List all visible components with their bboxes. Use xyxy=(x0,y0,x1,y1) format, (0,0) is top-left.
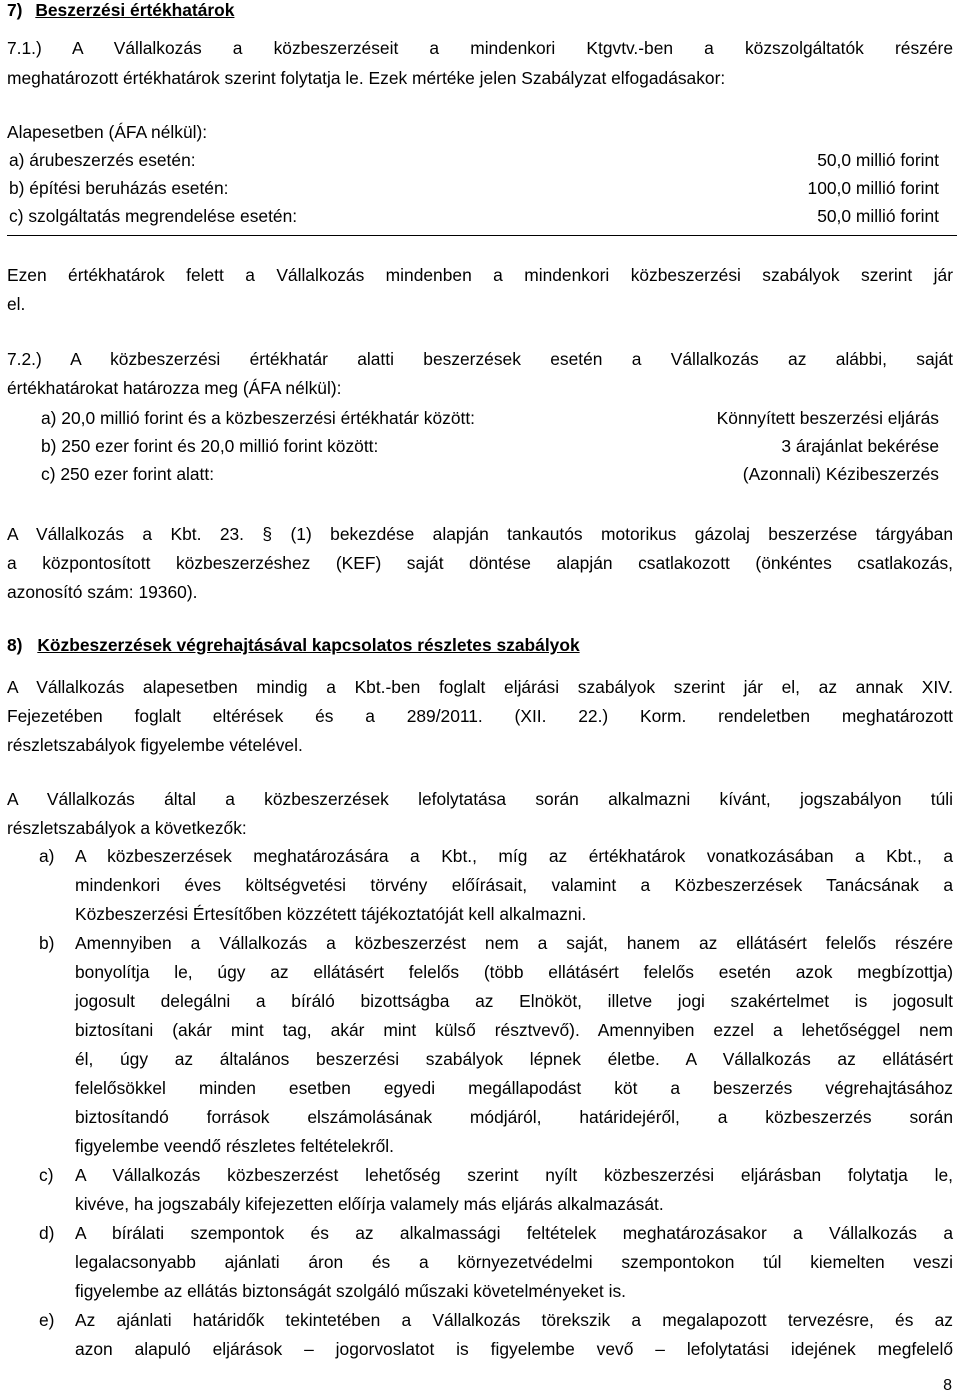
list-item-line: figyelembe az ellátás biztonságát szolgáló műszaki követelményeket is. xyxy=(75,1281,626,1301)
list-item-line: Az ajánlati határidők tekintetében a Vállalkozás törekszik a megalapozott tervezésre, és az xyxy=(75,1310,953,1330)
own-threshold-label: a) 20,0 millió forint és a közbeszerzési értékhatár között: xyxy=(41,408,475,428)
own-threshold-value: 3 árajánlat bekérése xyxy=(781,436,939,456)
paragraph-line: A Vállalkozás által a közbeszerzések lefolytatása során alkalmazni kívánt, jogszabályon túli xyxy=(7,789,953,809)
list-item-line: azon alapuló eljárások – jogorvoslatot is figyelembe vevő – lefolytatási idejének megfelelő xyxy=(75,1339,953,1359)
list-item xyxy=(39,1161,953,1219)
paragraph-line: 7.1.) A Vállalkozás a közbeszerzéseit a mindenkori Ktgvtv.-ben a közszolgáltatók részére xyxy=(7,38,953,58)
own-thresholds-list xyxy=(7,404,953,488)
own-threshold-row xyxy=(7,432,953,460)
threshold-label: c) szolgáltatás megrendelése esetén: xyxy=(9,206,298,226)
paragraph-line: részletszabályok a következők: xyxy=(7,818,247,838)
list-item-label: d) xyxy=(39,1223,55,1243)
paragraph-line: A Vállalkozás alapesetben mindig a Kbt.-ben foglalt eljárási szabályok szerint jár el, az annak XIV. xyxy=(7,677,953,697)
paragraph-line: meghatározott értékhatárok szerint folytatja le. Ezek mértéke jelen Szabályzat elfogadásakor: xyxy=(7,68,726,88)
paragraph-section-8-intro xyxy=(7,673,953,760)
threshold-value: 50,0 millió forint xyxy=(817,150,939,170)
section-8-title: Közbeszerzések végrehajtásával kapcsolatos részletes szabályok xyxy=(37,635,580,655)
paragraph-line: el. xyxy=(7,294,26,314)
page-number: 8 xyxy=(943,1377,952,1394)
list-item-line: biztosítandó források elszámolásának módjáról, határidejéről, a közbeszerzés során xyxy=(75,1107,953,1127)
list-item-body xyxy=(75,842,953,929)
list-item-line: bonyolítja le, úgy az ellátásért felelős (több ellátásért felelős esetén azok megbízottja) xyxy=(75,962,953,982)
paragraph-rules xyxy=(7,785,953,843)
list-item-line: Közbeszerzési Értesítőben közzétett tájékoztatóját kell alkalmazni. xyxy=(75,904,587,924)
threshold-value: 50,0 millió forint xyxy=(817,206,939,226)
list-item-line: jogosult delegálni a bíráló bizottságba az Elnököt, illetve jogi szakértelmet is jogosult xyxy=(75,991,953,1011)
threshold-row xyxy=(7,174,953,202)
paragraph-line: azonosító szám: 19360). xyxy=(7,582,198,602)
list-item-line: A Vállalkozás közbeszerzést lehetőség szerint nyílt közbeszerzési eljárásban folytatja le, xyxy=(75,1165,953,1185)
paragraph-line: Fejezetében foglalt eltérések és a 289/2011. (XII. 22.) Korm. rendeletben meghatározott xyxy=(7,706,953,726)
list-item-line: felelősökkel minden esetben egyedi megállapodást köt a beszerzés végrehajtásához xyxy=(75,1078,953,1098)
basic-thresholds-list xyxy=(7,146,953,230)
own-threshold-value: Könnyített beszerzési eljárás xyxy=(716,408,939,428)
list-item xyxy=(39,929,953,1161)
list-item-line: él, úgy az általános beszerzési szabályok lépnek életbe. A Vállalkozás az ellátásért xyxy=(75,1049,953,1069)
own-threshold-label: b) 250 ezer forint és 20,0 millió forint között: xyxy=(41,436,379,456)
paragraph-line: 7.2.) A közbeszerzési értékhatár alatti beszerzések esetén a Vállalkozás az alábbi, saját xyxy=(7,349,953,369)
list-item-line: biztosítani (akár mint tag, akár mint külső résztvevő). Amennyiben ezzel a lehetőséggel nem xyxy=(75,1020,953,1040)
table-divider xyxy=(7,235,957,236)
list-item-body xyxy=(75,1161,953,1219)
list-item-label: b) xyxy=(39,933,55,953)
list-item-label: a) xyxy=(39,846,55,866)
list-item-body xyxy=(75,929,953,1161)
basic-thresholds-title: Alapesetben (ÁFA nélkül): xyxy=(7,122,208,142)
threshold-label: b) építési beruházás esetén: xyxy=(9,178,229,198)
threshold-value: 100,0 millió forint xyxy=(807,178,939,198)
list-item-label: e) xyxy=(39,1310,55,1330)
list-item-line: mindenkori éves költségvetési törvény előírásait, valamint a Közbeszerzések Tanácsának a xyxy=(75,875,953,895)
paragraph-kef xyxy=(7,520,953,607)
paragraph-line: a központosított közbeszerzéshez (KEF) saját döntése alapján csatlakozott (önkéntes csatlakozás, xyxy=(7,553,953,573)
list-item-line: figyelembe veendő részletes feltételekről. xyxy=(75,1136,395,1156)
list-item-line: Amennyiben a Vállalkozás a közbeszerzést nem a saját, hanem az ellátásért felelős részére xyxy=(75,933,953,953)
paragraph-above-thresholds xyxy=(7,261,953,319)
threshold-label: a) árubeszerzés esetén: xyxy=(9,150,196,170)
paragraph-line: részletszabályok figyelembe vételével. xyxy=(7,735,303,755)
own-threshold-row xyxy=(7,460,953,488)
rules-list xyxy=(39,842,953,1364)
paragraph-7-1 xyxy=(7,34,953,93)
list-item-line: legalacsonyabb ajánlati áron és a környezetvédelmi szempontokon túl kiemelten veszi xyxy=(75,1252,953,1272)
list-item-body xyxy=(75,1306,953,1364)
paragraph-line: A Vállalkozás a Kbt. 23. § (1) bekezdése alapján tankautós motorikus gázolaj beszerzése tárgyában xyxy=(7,524,953,544)
threshold-row xyxy=(7,146,953,174)
section-7-heading xyxy=(7,0,953,25)
list-item-body xyxy=(75,1219,953,1306)
list-item-line: A közbeszerzések meghatározására a Kbt., míg az értékhatárok vonatkozásában a Kbt., a xyxy=(75,846,953,866)
threshold-row xyxy=(7,202,953,230)
paragraph-line: Ezen értékhatárok felett a Vállalkozás mindenben a mindenkori közbeszerzési szabályok szerint jár xyxy=(7,265,953,285)
list-item xyxy=(39,1219,953,1306)
paragraph-line: értékhatárokat határozza meg (ÁFA nélkül): xyxy=(7,378,342,398)
section-7-number: 7) xyxy=(7,0,23,20)
list-item xyxy=(39,842,953,929)
list-item xyxy=(39,1306,953,1364)
own-threshold-label: c) 250 ezer forint alatt: xyxy=(41,464,215,484)
list-item-label: c) xyxy=(39,1165,54,1185)
own-threshold-row xyxy=(7,404,953,432)
list-item-line: A bírálati szempontok és az alkalmassági feltételek meghatározásakor a Vállalkozás a xyxy=(75,1223,953,1243)
section-8-number: 8) xyxy=(7,635,23,655)
paragraph-7-2 xyxy=(7,345,953,403)
section-7-title: Beszerzési értékhatárok xyxy=(35,0,235,20)
list-item-line: kivéve, ha jogszabály kifejezetten előírja valamely más eljárás alkalmazását. xyxy=(75,1194,664,1214)
section-8-heading xyxy=(7,631,953,660)
own-threshold-value: (Azonnali) Kézibeszerzés xyxy=(742,464,939,484)
